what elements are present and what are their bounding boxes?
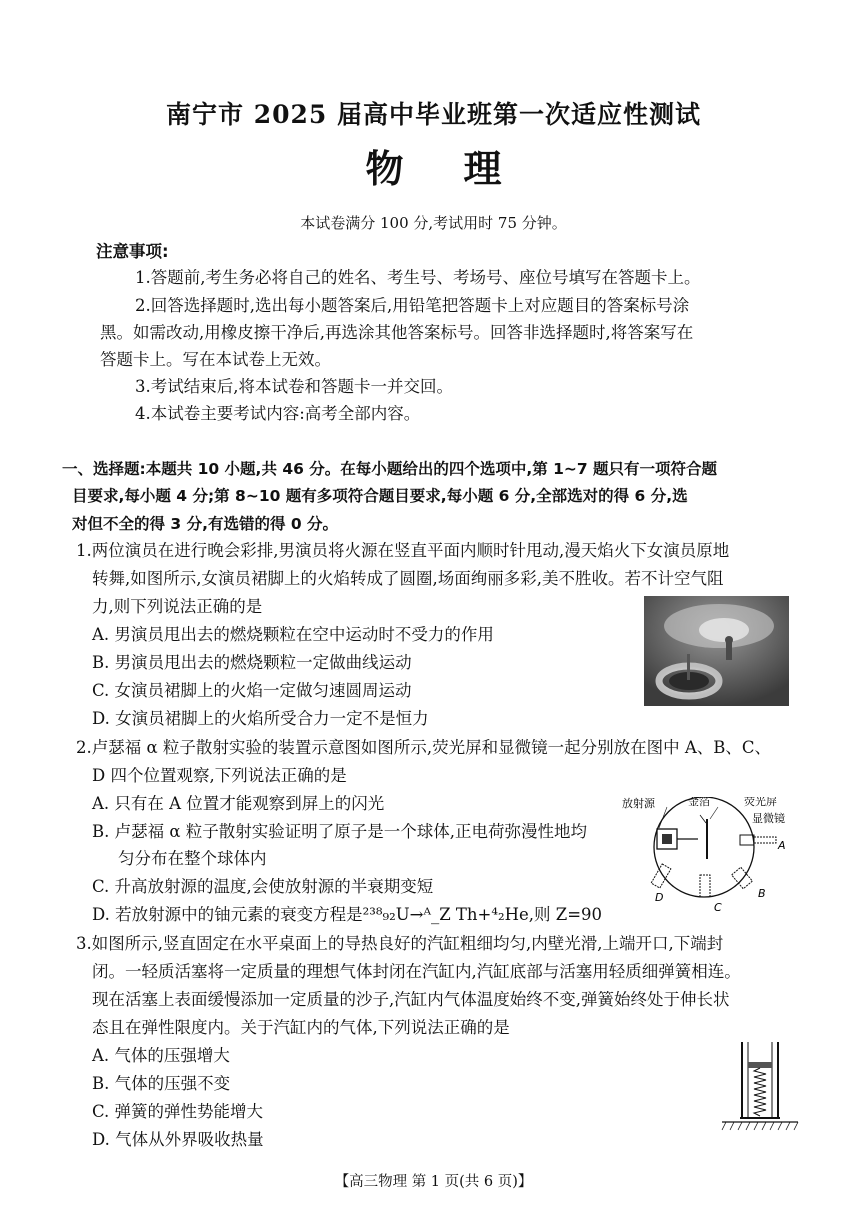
q1-option-d: D. 女演员裙脚上的火焰所受合力一定不是恒力 [92, 709, 429, 728]
q3-figure [720, 1040, 800, 1135]
q3-option-a: A. 气体的压强增大 [92, 1046, 230, 1065]
q1-stem: 1.两位演员在进行晚会彩排,男演员将火源在竖直平面内顺时针甩动,漫天焰火下女演员原地 [76, 541, 730, 560]
exam-title: 南宁市 2025 届高中毕业班第一次适应性测试 [166, 100, 701, 129]
notice-line: 3.考试结束后,将本试卷和答题卡一并交回。 [135, 377, 453, 396]
fig-label-a: A [778, 839, 786, 852]
fig-label-c: C [714, 901, 722, 914]
notice-line: 黑。如需改动,用橡皮擦干净后,再选涂其他答案标号。回答非选择题时,将答案写在 [100, 323, 694, 342]
q1-stem: 力,则下列说法正确的是 [92, 597, 263, 616]
fig-label-screen: 荧光屏 [744, 797, 777, 808]
q2-stem: D 四个位置观察,下列说法正确的是 [92, 766, 347, 785]
q3-option-c: C. 弹簧的弹性势能增大 [92, 1102, 264, 1121]
q1-option-a: A. 男演员甩出去的燃烧颗粒在空中运动时不受力的作用 [92, 625, 494, 644]
q3-stem: 态且在弹性限度内。关于汽缸内的气体,下列说法正确的是 [92, 1018, 510, 1037]
q3-option-b: B. 气体的压强不变 [92, 1074, 231, 1093]
fig-label-d: D [655, 891, 664, 904]
notice-line: 4.本试卷主要考试内容:高考全部内容。 [135, 404, 421, 423]
q2-option-d [92, 905, 602, 925]
subject-title: 物理 [365, 147, 562, 191]
q3-option-d: D. 气体从外界吸收热量 [92, 1130, 264, 1149]
fig-label-b: B [758, 887, 766, 900]
q2-option-b: B. 卢瑟福 α 粒子散射实验证明了原子是一个球体,正电荷弥漫性地均 [92, 822, 587, 841]
q1-photo [644, 596, 789, 706]
q1-option-b: B. 男演员甩出去的燃烧颗粒一定做曲线运动 [92, 653, 412, 672]
q3-stem: 现在活塞上表面缓慢添加一定质量的沙子,汽缸内气体温度始终不变,弹簧始终处于伸长状 [92, 990, 730, 1009]
q3-stem: 3.如图所示,竖直固定在水平桌面上的导热良好的汽缸粗细均匀,内壁光滑,上端开口,下端封 [76, 934, 724, 953]
q2-stem: 2.卢瑟福 α 粒子散射实验的装置示意图如图所示,荧光屏和显微镜一起分别放在图中 A、B、C、 [76, 738, 772, 757]
q1-option-c: C. 女演员裙脚上的火焰一定做匀速圆周运动 [92, 681, 412, 700]
fig-label-source: 放射源 [622, 797, 655, 810]
q2-option-a: A. 只有在 A 位置才能观察到屏上的闪光 [92, 794, 385, 813]
notice-line: 答题卡上。写在本试卷上无效。 [100, 350, 331, 369]
section-heading: 一、选择题:本题共 10 小题,共 46 分。在每小题给出的四个选项中,第 1~7 题只有一项符合题 [62, 460, 718, 478]
section-heading: 目要求,每小题 4 分;第 8~10 题有多项符合题目要求,每小题 6 分,全部选对的得 6 分,选 [72, 487, 688, 505]
fig-label-microscope: 显微镜 [752, 812, 785, 825]
q2-figure [622, 797, 802, 917]
fig-label-foil: 金箔 [688, 797, 710, 808]
q2-option-b-cont: 匀分布在整个球体内 [118, 849, 267, 868]
q3-stem: 闭。一轻质活塞将一定质量的理想气体封闭在汽缸内,汽缸底部与活塞用轻质细弹簧相连。 [92, 962, 741, 981]
q2-option-c: C. 升高放射源的温度,会使放射源的半衰期变短 [92, 877, 434, 896]
q2-option-d-formula: ²³⁸₉₂U→ᴬ_Z Th+⁴₂He,则 Z=90 [362, 905, 603, 924]
section-heading: 对但不全的得 3 分,有选错的得 0 分。 [72, 515, 339, 533]
notice-line: 1.答题前,考生务必将自己的姓名、考生号、考场号、座位号填写在答题卡上。 [135, 268, 701, 287]
notice-heading: 注意事项: [96, 242, 169, 261]
q1-stem: 转舞,如图所示,女演员裙脚上的火焰转成了圆圈,场面绚丽多彩,美不胜收。若不计空气阻 [92, 569, 724, 588]
q2-option-d-text: D. 若放射源中的铀元素的衰变方程是 [92, 905, 363, 924]
page-footer: 【高三物理 第 1 页(共 6 页)】 [334, 1174, 533, 1190]
exam-meta: 本试卷满分 100 分,考试用时 75 分钟。 [300, 214, 567, 232]
notice-line: 2.回答选择题时,选出每小题答案后,用铅笔把答题卡上对应题目的答案标号涂 [135, 296, 690, 315]
